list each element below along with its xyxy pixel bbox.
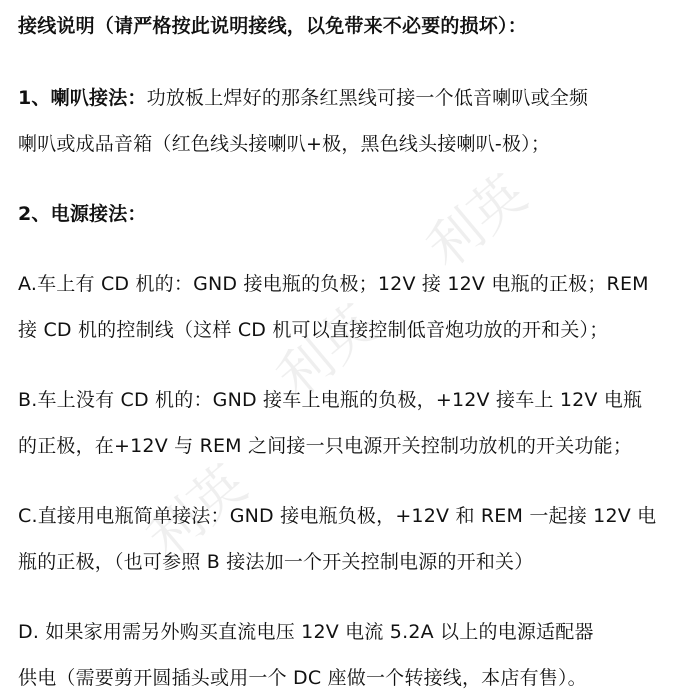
speaker-section-text: 功放板上焊好的那条红黑线可接一个低音喇叭或全频 <box>146 87 589 109</box>
speaker-section-heading: 1、喇叭接法： <box>18 87 147 109</box>
document-title: 接线说明（请严格按此说明接线，以免带来不必要的损坏）： <box>18 15 527 37</box>
watermark-text: 利英 <box>414 162 539 281</box>
watermark-text: 利英 <box>264 292 389 411</box>
power-option-c-line-1: C.直接用电瓶简单接法：GND 接电瓶负极，+12V 和 REM 一起接 12V 电 <box>18 505 657 527</box>
speaker-section-line-2: 喇叭或成品音箱（红色线头接喇叭+极，黑色线头接喇叭-极）； <box>18 133 551 155</box>
power-option-c-line-2: 瓶的正极，（也可参照 B 接法加一个开关控制电源的开和关） <box>18 551 534 573</box>
power-option-b-line-1: B.车上没有 CD 机的：GND 接车上电瓶的负极，+12V 接车上 12V 电瓶 <box>18 389 643 411</box>
power-section-heading: 2、电源接法： <box>18 203 147 225</box>
power-option-a-line-2: 接 CD 机的控制线（这样 CD 机可以直接控制低音炮功放的开和关）； <box>18 319 609 341</box>
power-option-a-line-1: A.车上有 CD 机的：GND 接电瓶的负极；12V 接 12V 电瓶的正极；REM <box>18 273 649 295</box>
power-option-d-line-1: D. 如果家用需另外购买直流电压 12V 电流 5.2A 以上的电源适配器 <box>18 621 594 643</box>
power-option-d-line-2: 供电（需要剪开圆插头或用一个 DC 座做一个转接线，本店有售）。 <box>18 667 587 689</box>
watermark-text: 利英 <box>134 452 259 571</box>
power-option-b-line-2: 的正极，在+12V 与 REM 之间接一只电源开关控制功放机的开关功能； <box>18 435 633 457</box>
speaker-section-line-1 <box>18 86 682 110</box>
